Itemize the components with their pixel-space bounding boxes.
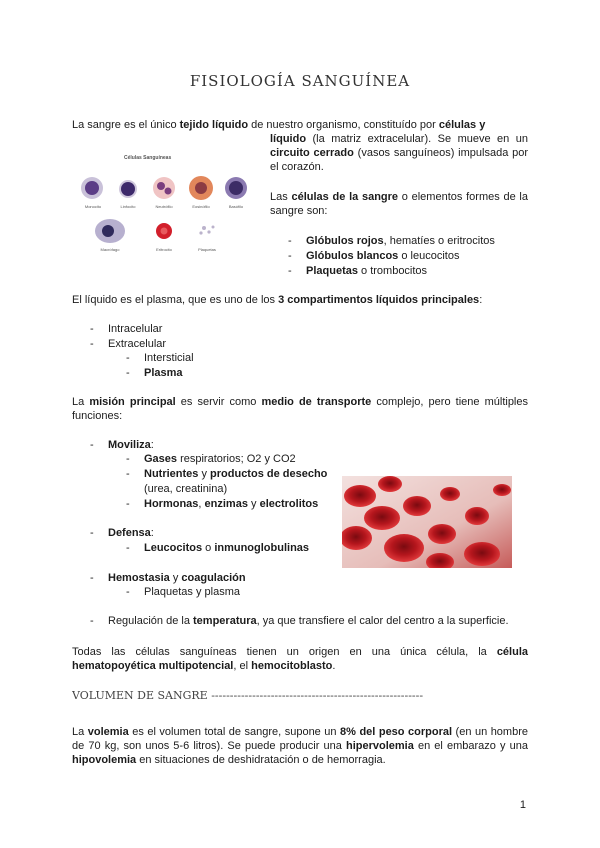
figure-label-eosinophil: Eosinófilo — [192, 204, 210, 209]
intro-line-3 — [270, 146, 528, 161]
bold-text: líquido — [270, 133, 307, 145]
bold-text: células de la sangre — [291, 191, 399, 203]
neutrophil-nucleus — [157, 182, 165, 190]
text: . — [332, 660, 336, 672]
figure-label-macrophage: Macrófago — [100, 247, 120, 252]
blood-cells-figure — [72, 148, 260, 276]
red-cell — [364, 506, 400, 530]
intro-line-1 — [72, 118, 528, 133]
lymphocyte-nucleus — [121, 182, 135, 196]
bold-text: coagulación — [181, 572, 246, 584]
platelet — [212, 226, 215, 229]
list-item: - Nutrientes y productos de desecho — [126, 468, 328, 480]
functions-moviliza — [90, 438, 368, 453]
text: , ya que transfiere el calor del centro a la superficie. — [256, 615, 509, 627]
cells-para-line-2: sangre son: — [270, 205, 328, 217]
functions-temperatura — [90, 614, 528, 629]
red-cell — [465, 507, 489, 525]
bold-text: inmunoglobulinas — [214, 542, 310, 554]
red-cell — [378, 476, 402, 492]
bold-text: hipervolemia — [345, 740, 414, 752]
plasma-para — [72, 293, 528, 308]
list-item: - Defensa: — [90, 527, 154, 539]
red-cell — [428, 524, 456, 544]
list-item: - Extracelular — [90, 338, 167, 350]
text: y — [198, 468, 211, 480]
figure-label-erythrocyte: Eritrocito — [156, 247, 172, 252]
text: Extracelular — [108, 338, 167, 350]
text: en el embarazo y una — [413, 740, 528, 752]
text: Plaquetas y plasma — [144, 586, 240, 598]
moviliza-sublist — [126, 452, 344, 512]
list-item: - Hormonas, enzimas y electrolitos — [126, 498, 319, 510]
bold-text: Moviliza — [108, 439, 151, 451]
volemia-line-3 — [72, 753, 528, 768]
bold-text: Glóbulos blancos — [306, 250, 399, 262]
figure-label-platelets: Plaquetas — [198, 247, 216, 252]
bold-text: célula — [496, 646, 528, 658]
volemia-line-2 — [72, 739, 528, 754]
red-cell — [344, 485, 376, 507]
mission-para-line-1 — [72, 395, 528, 410]
text: , el — [233, 660, 252, 672]
bold-text: circuito cerrado — [270, 147, 354, 159]
red-cell — [464, 542, 500, 566]
section-heading-volumen — [72, 688, 532, 703]
text: La sangre es el único — [72, 119, 180, 131]
red-cell — [440, 487, 460, 501]
extracellular-sublist — [126, 351, 404, 381]
bold-text: Defensa — [108, 527, 151, 539]
text: : — [479, 294, 483, 306]
volemia-line-1 — [72, 725, 528, 740]
bold-text: volemia — [87, 726, 129, 738]
eosinophil-nucleus — [195, 182, 207, 194]
bold-text: hematopoyética multipotencial — [72, 660, 234, 672]
cells-para-line-1 — [270, 190, 528, 205]
origin-para-line-2 — [72, 659, 528, 674]
neutrophil-nucleus — [165, 188, 172, 195]
figure-label-basophil: Basófilo — [228, 204, 244, 209]
text: o trombocitos — [357, 265, 428, 277]
bold-text: Hormonas — [144, 498, 199, 510]
red-cell — [403, 496, 431, 516]
bold-text: misión principal — [89, 396, 176, 408]
page-title: FISIOLOGÍA SANGUÍNEA — [189, 72, 411, 90]
list-item: - Plaquetas o trombocitos — [288, 265, 428, 277]
bold-text: Nutrientes — [144, 468, 199, 480]
blood-cells-illustration — [72, 148, 260, 276]
text: y — [247, 498, 260, 510]
functions-defensa — [90, 526, 348, 541]
bold-text: electrolitos — [259, 498, 319, 510]
text: Intracelular — [108, 323, 163, 335]
text: El líquido es el plasma, que es uno de los — [72, 294, 279, 306]
page-number: 1 — [519, 799, 526, 811]
text: Las — [270, 191, 292, 203]
list-item: - Plaquetas y plasma — [126, 586, 240, 598]
macrophage-nucleus — [102, 225, 114, 237]
hemostasia-sublist — [126, 585, 344, 600]
text: respiratorios; O2 y CO2 — [177, 453, 296, 465]
text: es el volumen total de sangre, supone un — [128, 726, 341, 738]
list-item: - Glóbulos rojos, hematíes o eritrocitos — [288, 235, 495, 247]
defensa-sublist — [126, 541, 344, 556]
bold-text: enzimas — [204, 498, 248, 510]
list-item: - Plasma — [126, 367, 183, 379]
erythrocyte-center — [161, 228, 168, 235]
text: en situaciones de deshidratación o de hemorragia. — [136, 754, 386, 766]
platelet — [202, 226, 206, 230]
list-item: - Intracelular — [90, 323, 163, 335]
section-title: VOLUMEN DE SANGRE — [72, 689, 208, 702]
text: La — [72, 396, 90, 408]
bold-text: tejido líquido — [179, 119, 249, 131]
list-item: - Moviliza: — [90, 439, 154, 451]
intro-line-2 — [270, 132, 528, 147]
bold-text: Plasma — [144, 367, 183, 379]
text: (vasos sanguíneos) impulsada por — [353, 147, 528, 159]
figure-label-lymphocyte: Linfocito — [120, 204, 136, 209]
text: es servir como — [175, 396, 262, 408]
list-item: - Glóbulos blancos o leucocitos — [288, 250, 460, 262]
text: y — [169, 572, 182, 584]
bold-text: 3 compartimentos líquidos principales — [278, 294, 480, 306]
bold-text: medio de transporte — [261, 396, 372, 408]
list-item: - Regulación de la temperatura, ya que transfiere el calor del centro a la superficie. — [90, 615, 509, 627]
mission-para-line-2: funciones: — [72, 410, 123, 422]
red-cell — [493, 484, 511, 496]
list-item: - Intersticial — [126, 352, 194, 364]
red-blood-cells-photo — [342, 476, 512, 568]
bold-text: productos de desecho — [210, 468, 328, 480]
compartments-list — [90, 322, 408, 352]
text: o elementos formes de la — [398, 191, 528, 203]
text: Regulación de la — [108, 615, 194, 627]
figure-label-monocyte: Monocito — [84, 204, 102, 209]
platelet — [199, 231, 202, 234]
text: o leucocitos — [398, 250, 460, 262]
functions-hemostasia — [90, 571, 348, 586]
text: complejo, pero tiene múltiples — [371, 396, 528, 408]
text: La — [72, 726, 88, 738]
figure-caption: Células Sanguíneas — [124, 155, 172, 161]
text: , — [198, 498, 205, 510]
bold-text: células y — [438, 119, 486, 131]
text: : — [150, 527, 154, 539]
bold-text: Gases — [144, 453, 178, 465]
platelet — [207, 230, 210, 233]
bold-text: Hemostasia — [108, 572, 170, 584]
bold-text: temperatura — [193, 615, 257, 627]
text: de nuestro organismo, constituído por — [248, 119, 439, 131]
red-blood-cells-illustration — [342, 476, 512, 568]
text: , hematíes o eritrocitos — [383, 235, 495, 247]
figure-label-neutrophil: Neutrófilo — [155, 204, 173, 209]
origin-para-line-1 — [72, 645, 528, 660]
bold-text: 8% del peso corporal — [340, 726, 453, 738]
list-item: - Gases respiratorios; O2 y CO2 — [126, 453, 296, 465]
red-cell — [384, 534, 424, 562]
bold-text: hipovolemia — [72, 754, 137, 766]
list-item: - Hemostasia y coagulación — [90, 572, 246, 584]
text: o — [202, 542, 215, 554]
bold-text: Plaquetas — [306, 265, 358, 277]
bold-text: Leucocitos — [144, 542, 203, 554]
section-rule: --------------------------------------------------------- — [211, 689, 424, 702]
text: Todas las células sanguíneas tienen un origen en una única célula, la — [72, 646, 497, 658]
intro-line-4: el corazón. — [270, 161, 324, 173]
text: : — [150, 439, 154, 451]
text: (en un hombre — [452, 726, 528, 738]
text: (urea, creatinina) — [144, 483, 228, 495]
bold-text: Glóbulos rojos — [306, 235, 384, 247]
list-item-continuation — [144, 482, 344, 497]
text: de 70 kg, son unos 5-6 litros). Se puede producir una — [72, 740, 346, 752]
monocyte-nucleus — [85, 181, 99, 195]
text: (la matriz extracelular). Se mueve en un — [306, 133, 528, 145]
list-item: - Leucocitos o inmunoglobulinas — [126, 542, 310, 554]
bold-text: hemocitoblasto — [251, 660, 333, 672]
cells-list — [288, 234, 536, 279]
basophil-nucleus — [229, 181, 243, 195]
text: Intersticial — [144, 352, 194, 364]
